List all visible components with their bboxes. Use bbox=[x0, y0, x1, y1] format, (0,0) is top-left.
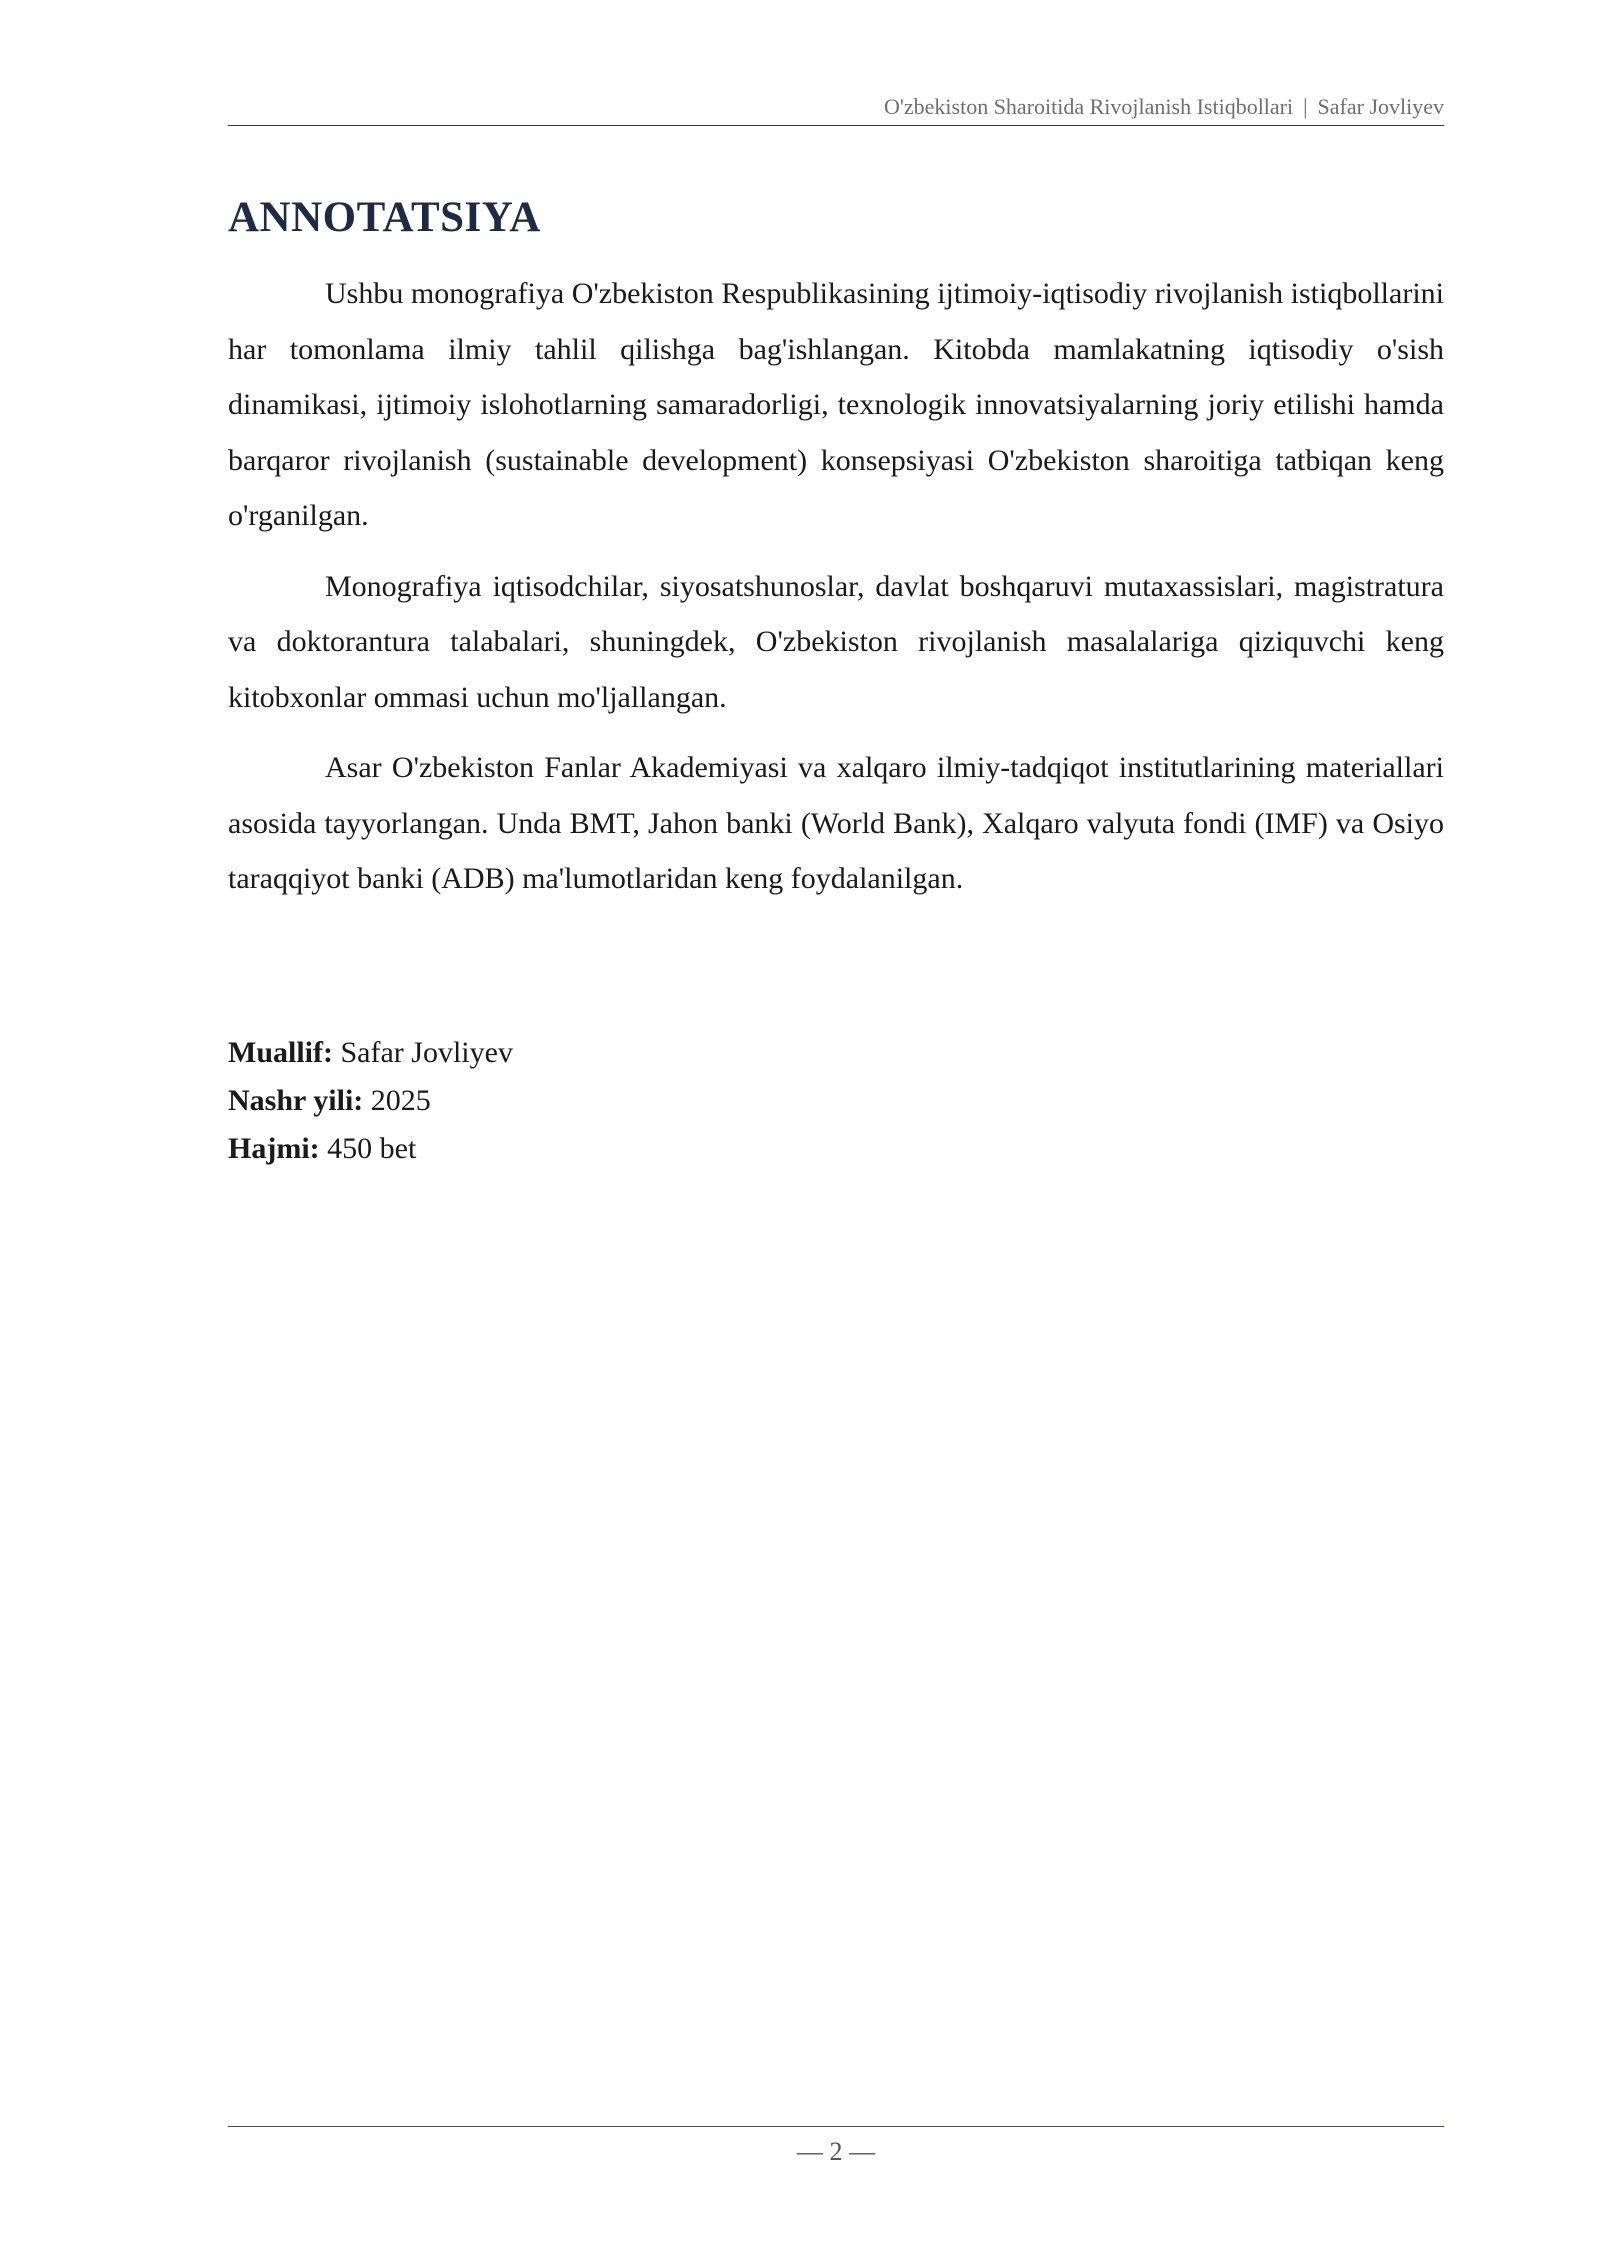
header-author: Safar Jovliyev bbox=[1317, 94, 1444, 119]
author-label: Muallif: bbox=[228, 1036, 333, 1069]
volume-value: 450 bet bbox=[319, 1132, 417, 1165]
annotation-body bbox=[228, 266, 1444, 922]
paragraph-sources: Asar O'zbekiston Fanlar Akademiyasi va xalqaro ilmiy-tadqiqot institutlarining materiallari asosida tayyorlangan. Unda BMT, Jahon banki (World Bank), Xalqaro valyuta fondi (IMF) va Osiyo taraqqiyot banki (ADB) ma'lumotlaridan keng foydalanilgan. bbox=[228, 751, 1444, 895]
publication-info bbox=[228, 1029, 1028, 1173]
page-number: — 2 — bbox=[797, 2137, 875, 2166]
paragraph-audience: Monografiya iqtisodchilar, siyosatshunoslar, davlat boshqaruvi mutaxassislari, magistratura va doktorantura talabalari, shuningdek, O'zbekiston rivojlanish masalalariga qiziquvchi keng kitobxonlar ommasi uchun mo'ljallangan. bbox=[228, 569, 1444, 714]
running-header bbox=[228, 92, 1444, 122]
section-heading: ANNOTATSIYA bbox=[228, 194, 541, 241]
paragraph-scope: Ushbu monografiya O'zbekiston Respublikasining ijtimoiy-iqtisodiy rivojlanish istiqbollarini har tomonlama ilmiy tahlil qilishga bag'ishlangan. Kitobda mamlakatning iqtisodiy o'sish dinamikasi, ijtimoiy islohotlarning samaradorligi, texnologik innovatsiyalarning joriy etilishi hamda barqaror rivojlanish (sustainable development) konsepsiyasi O'zbekiston sharoitiga tatbiqan keng o'rganilgan. bbox=[228, 277, 1444, 532]
volume-label: Hajmi: bbox=[228, 1132, 320, 1165]
year-label: Nashr yili: bbox=[228, 1084, 364, 1117]
year-line bbox=[228, 1077, 1028, 1125]
year-value: 2025 bbox=[363, 1084, 431, 1117]
header-rule bbox=[228, 125, 1444, 126]
footer-rule bbox=[228, 2126, 1444, 2127]
volume-line bbox=[228, 1125, 1028, 1173]
header-book-title: O'zbekiston Sharoitida Rivojlanish Istiqbollari bbox=[884, 94, 1294, 119]
author-line bbox=[228, 1029, 1028, 1077]
author-value: Safar Jovliyev bbox=[333, 1036, 513, 1069]
header-separator: | bbox=[1303, 94, 1308, 119]
